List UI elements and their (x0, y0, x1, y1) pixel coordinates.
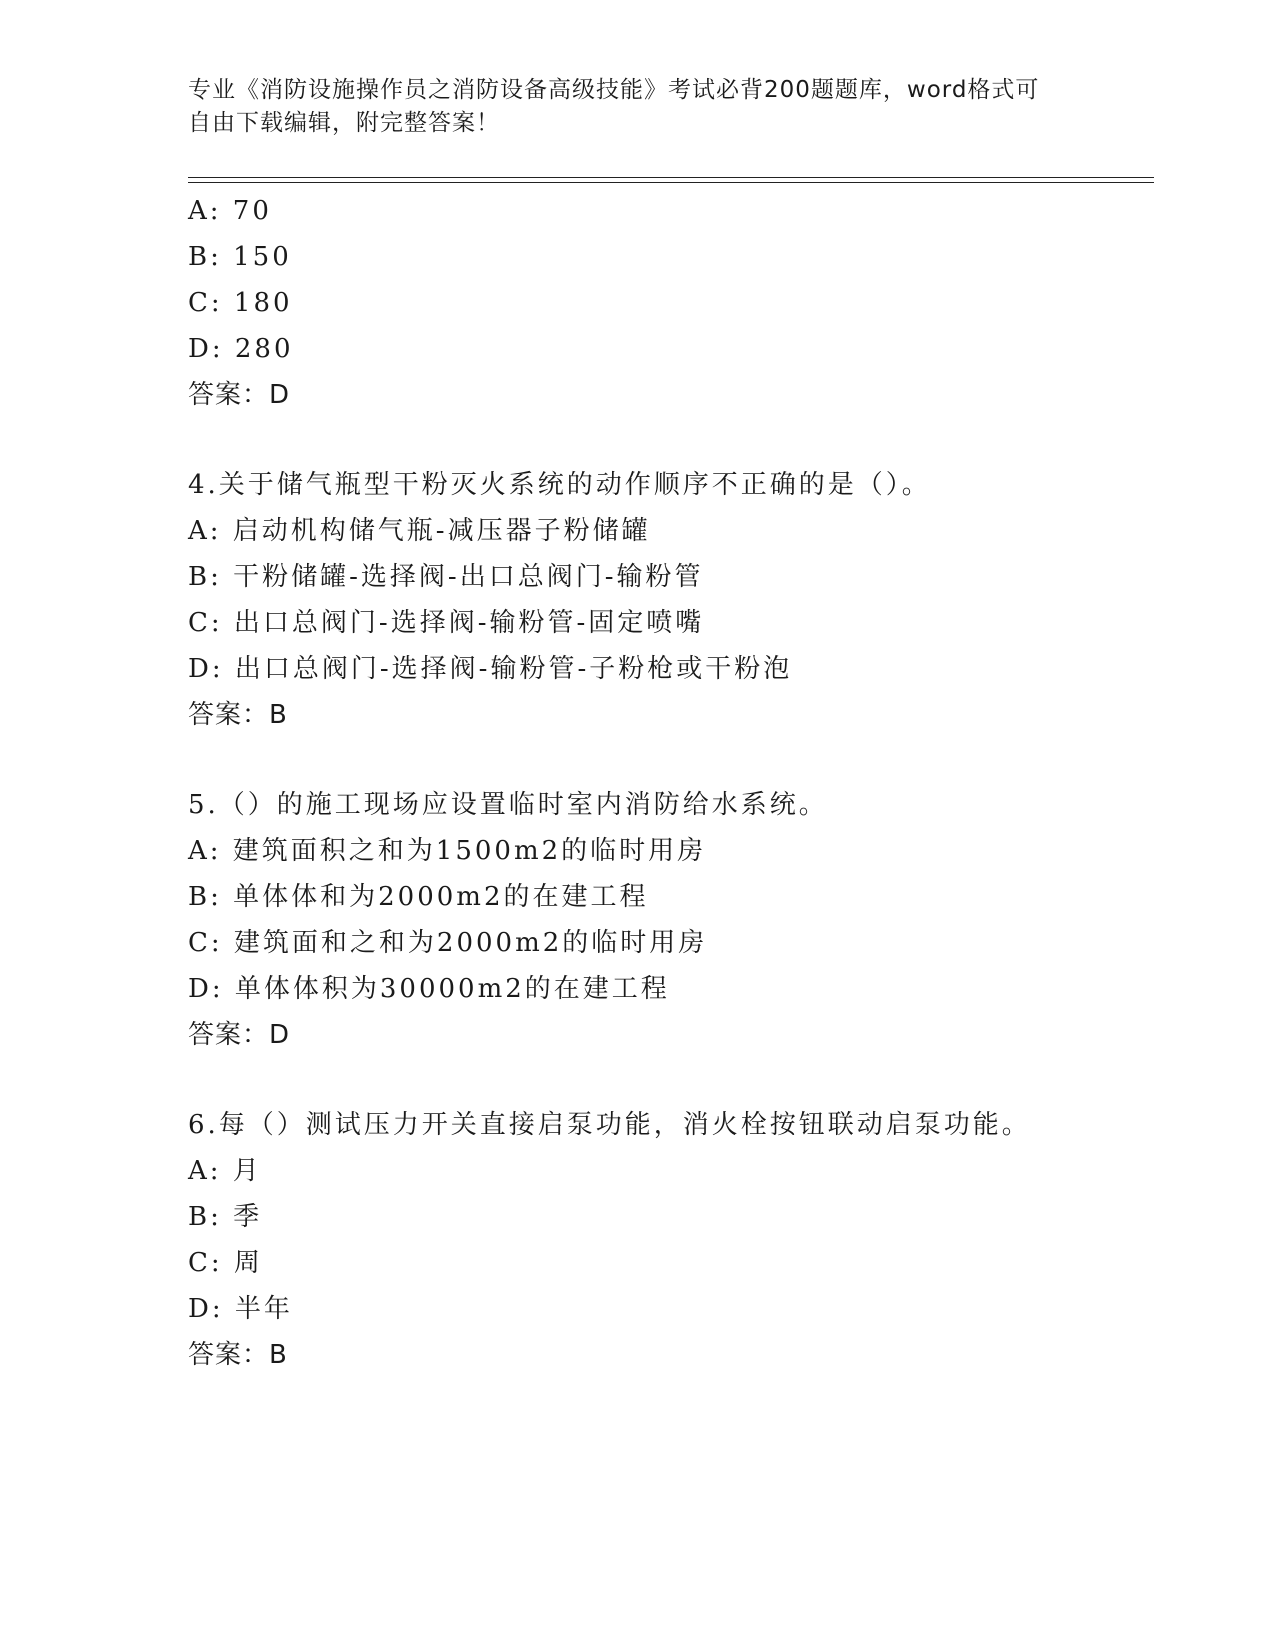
option-b: B: 单体体和为2000m2的在建工程 (188, 882, 649, 912)
header-line-1: 专业《消防设施操作员之消防设备高级技能》考试必背200题题库，word格式可 (188, 77, 1040, 103)
option-b: B: 季 (188, 1202, 263, 1232)
document-header (188, 74, 1088, 140)
option-c: C: 建筑面和之和为2000m2的临时用房 (188, 928, 708, 958)
question-block-6 (188, 1102, 1154, 1378)
option-b: B: 干粉储罐-选择阀-出口总阀门-输粉管 (188, 562, 704, 592)
header-divider-bottom (188, 182, 1154, 183)
option-d: D: 出口总阀门-选择阀-输粉管-子粉枪或干粉泡 (188, 654, 793, 684)
spacer (188, 1058, 1154, 1102)
answer: 答案：D (188, 1020, 291, 1050)
option-c: C: 周 (188, 1248, 263, 1278)
option-a: A: 启动机构储气瓶-减压器子粉储罐 (188, 516, 651, 546)
question-block-4 (188, 462, 1154, 738)
question-text: 5.（）的施工现场应设置临时室内消防给水系统。 (188, 790, 828, 820)
question-list (188, 188, 1154, 1378)
answer: 答案：B (188, 1340, 288, 1370)
spacer (188, 418, 1154, 462)
answer: 答案：D (188, 380, 291, 410)
option-d: D: 单体体积为30000m2的在建工程 (188, 974, 670, 1004)
option-a: A: 建筑面积之和为1500m2的临时用房 (188, 836, 707, 866)
question-block-3 (188, 188, 1154, 418)
header-divider-top (188, 177, 1154, 178)
spacer (188, 738, 1154, 782)
header-line-2: 自由下载编辑，附完整答案！ (188, 110, 500, 136)
question-text: 4.关于储气瓶型干粉灭火系统的动作顺序不正确的是（）。 (188, 470, 931, 500)
option-c: C: 180 (188, 288, 293, 318)
question-text: 6.每（）测试压力开关直接启泵功能，消火栓按钮联动启泵功能。 (188, 1110, 1031, 1140)
option-d: D: 280 (188, 334, 294, 364)
option-c: C: 出口总阀门-选择阀-输粉管-固定喷嘴 (188, 608, 705, 638)
answer: 答案：B (188, 700, 288, 730)
option-d: D: 半年 (188, 1294, 293, 1324)
option-a: A: 70 (188, 196, 272, 226)
option-b: B: 150 (188, 242, 292, 272)
question-block-5 (188, 782, 1154, 1058)
option-a: A: 月 (188, 1156, 262, 1186)
